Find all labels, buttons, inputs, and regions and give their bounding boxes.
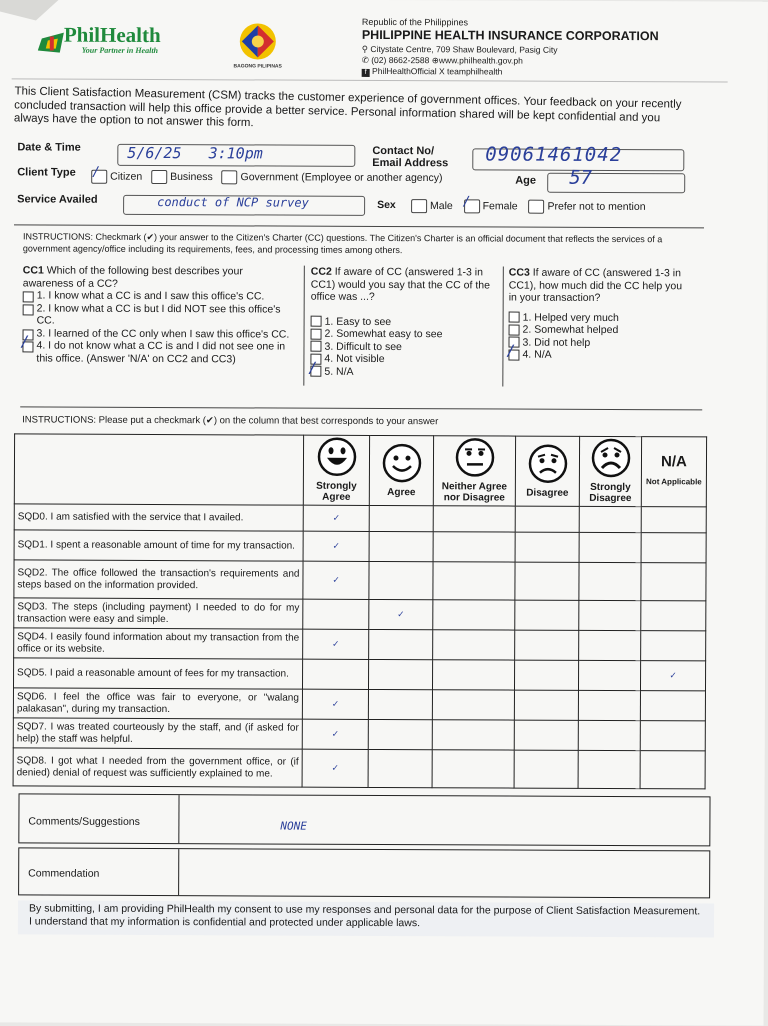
sqd-answer-cell[interactable]	[641, 601, 706, 631]
business-checkbox[interactable]	[151, 170, 167, 184]
sqd-question: SQD8. I got what I needed from the government office, or (if denied) denial of request was sufficiently explained to me.	[13, 748, 302, 787]
sqd-answer-cell[interactable]	[302, 749, 368, 787]
cc3-option-1[interactable]	[509, 311, 685, 324]
sqd-answer-cell[interactable]	[641, 631, 706, 661]
sqd-answer-cell[interactable]	[433, 562, 515, 600]
sqd-answer-cell[interactable]	[640, 721, 705, 751]
col-not-applicable-label: Not Applicable	[646, 476, 702, 486]
sqd-answer-cell[interactable]	[640, 751, 705, 789]
sqd-answer-cell[interactable]	[303, 505, 369, 531]
cc-instructions: INSTRUCTIONS: Checkmark (✔) your answer to the Citizen's Charter (CC) questions. The Citizen's Charter is an official document that reflects the services of a government agency/office including its requirements, fees, and processing times among others.	[22, 231, 663, 255]
service-label: Service Availed	[17, 193, 98, 206]
sqd-answer-cell[interactable]	[433, 532, 515, 562]
sqd-answer-cell[interactable]	[368, 719, 432, 749]
phone-icon: ✆	[361, 54, 369, 65]
col-agree-label: Agree	[387, 486, 416, 498]
sqd-answer-cell[interactable]	[579, 562, 641, 600]
corporation-name: PHILIPPINE HEALTH INSURANCE CORPORATION	[361, 27, 659, 44]
sqd-answer-cell[interactable]	[368, 749, 432, 787]
sqd-answer-cell[interactable]	[579, 630, 641, 660]
age-label: Age	[515, 174, 537, 187]
sqd-row	[14, 560, 706, 601]
website-link[interactable]: www.philhealth.gov.ph	[438, 55, 523, 66]
contact-label-line2: Email Address	[372, 156, 449, 170]
sqd-row	[13, 748, 705, 789]
cc2-option-2-text: 2. Somewhat easy to see	[324, 327, 443, 341]
government-label: Government (Employee or another agency)	[240, 171, 443, 185]
sqd-answer-cell[interactable]	[640, 661, 705, 691]
date-value: 5/6/25 3:10pm	[127, 143, 263, 163]
sqd-answer-cell[interactable]	[515, 630, 579, 660]
x-icon: X	[438, 66, 445, 77]
cc1-checkbox-1[interactable]	[23, 291, 34, 302]
female-checkbox[interactable]	[462, 194, 480, 213]
sqd-answer-cell[interactable]	[432, 720, 514, 750]
cc2-option-5-check: /	[308, 358, 318, 377]
facebook-handle[interactable]: PhilHealthOfficial	[372, 65, 437, 77]
sqd-answer-cell[interactable]	[369, 561, 433, 599]
sqd-instructions: INSTRUCTIONS: Please put a checkmark (✔) on the column that best corresponds to your answer	[22, 414, 439, 428]
sqd-answer-cell[interactable]	[515, 600, 579, 630]
col-strongly-disagree-label: Strongly Disagree	[589, 481, 632, 505]
age-field[interactable]	[547, 173, 685, 194]
sqd-answer-cell[interactable]	[369, 505, 433, 531]
sqd-answer-cell[interactable]	[641, 563, 706, 601]
sqd-question: SQD0. I am satisfied with the service that I availed.	[14, 504, 303, 531]
sqd-answer-cell[interactable]	[303, 561, 369, 599]
sqd-answer-cell[interactable]	[514, 690, 578, 720]
sqd-answer-cell[interactable]	[515, 562, 579, 600]
cc2-checkbox-3[interactable]	[310, 341, 321, 352]
sqd-answer-cell[interactable]	[641, 507, 706, 533]
sqd-answer-cell[interactable]	[302, 719, 368, 749]
sqd-answer-cell[interactable]	[303, 629, 369, 659]
cc3-option-2-text: 2. Somewhat helped	[522, 323, 619, 337]
sqd-question: SQD4. I easily found information about my transaction from the office or its website.	[14, 628, 303, 659]
commendation-box	[18, 847, 710, 898]
citizen-label: Citizen	[110, 170, 143, 183]
sqd-answer-cell[interactable]	[369, 531, 433, 561]
sqd-answer-cell[interactable]	[579, 506, 641, 532]
neutral-face-icon	[454, 438, 494, 478]
republic-label: Republic of the Philippines	[361, 16, 469, 28]
government-checkbox[interactable]	[222, 170, 238, 184]
contact-label	[372, 145, 448, 169]
cc3-option-2[interactable]	[509, 324, 685, 337]
sqd-answer-cell[interactable]	[514, 720, 578, 750]
check-mark: ✓	[670, 670, 677, 682]
cc2-checkbox-1[interactable]	[311, 316, 322, 327]
sqd-answer-cell[interactable]	[369, 599, 433, 629]
comments-box	[18, 793, 710, 846]
sqd-answer-cell[interactable]	[302, 689, 368, 719]
section-rule-2	[20, 406, 702, 410]
sex-options	[411, 194, 646, 214]
cc1-option-1[interactable]	[23, 289, 295, 303]
seal-caption: BAGONG PILIPINAS	[233, 63, 282, 70]
check-mark: ✓	[332, 638, 339, 650]
sqd-question: SQD6. I feel the office was fair to everyone, or "walang palakasan", during my transaction.	[13, 688, 302, 719]
date-label: Date & Time	[17, 141, 81, 154]
cc1-option-3[interactable]	[23, 327, 295, 341]
intro-text: This Client Satisfaction Measurement (CSM) tracks the customer experience of government offices. Your feedback on your recently concluded transaction will help this office provide a better service. Personal information shared will be kept confidential and you always have the option to not answer this form.	[13, 85, 682, 130]
sqd-answer-cell[interactable]	[432, 690, 514, 720]
cc2-option-4[interactable]	[310, 353, 496, 366]
col-disagree	[515, 436, 579, 506]
sqd-answer-cell[interactable]	[433, 600, 515, 630]
social-line	[362, 66, 692, 78]
cc3-option-4-text: 4. N/A	[522, 348, 552, 361]
sqd-answer-cell[interactable]	[515, 532, 579, 562]
sun-seal-icon	[232, 19, 284, 63]
sqd-table	[13, 433, 708, 789]
cc3-option-3-text: 3. Did not help	[522, 336, 591, 349]
sqd-answer-cell[interactable]	[515, 506, 579, 532]
sqd-answer-cell[interactable]	[640, 691, 705, 721]
consent-text: By submitting, I am providing PhilHealth my consent to use my responses and personal data for the purpose of Client Satisfaction Measurement. I understand that my information is confidential and protected under applicable laws.	[28, 902, 701, 930]
cc2-section	[310, 266, 496, 379]
cc2-option-3-text: 3. Difficult to see	[324, 340, 402, 353]
cc3-question	[509, 267, 685, 305]
address-text: Citystate Centre, 709 Shaw Boulevard, Pasig City	[370, 43, 558, 55]
col-not-applicable	[641, 437, 706, 507]
check-mark: ✓	[333, 512, 340, 524]
na-header-text: N/A	[661, 453, 687, 471]
sqd-question: SQD3. The steps (including payment) I needed to do for my transaction were easy and simple.	[14, 598, 303, 629]
col-disagree-label: Disagree	[526, 487, 569, 499]
female-check: /	[462, 194, 471, 210]
cc1-section	[22, 264, 294, 365]
sqd-row	[13, 688, 705, 721]
sqd-answer-cell[interactable]	[368, 659, 432, 689]
sex-label: Sex	[377, 198, 396, 212]
cc2-option-5-text: 5. N/A	[324, 365, 354, 378]
header-rule	[12, 78, 728, 82]
cc3-title: CC3	[508, 266, 530, 279]
cc-divider-1	[303, 266, 305, 386]
age-value: 57	[569, 166, 593, 189]
check-mark: ✓	[332, 574, 340, 586]
sqd-answer-cell[interactable]	[303, 599, 369, 629]
location-icon: ⚲	[361, 43, 369, 54]
sqd-answer-cell[interactable]	[302, 659, 368, 689]
cc1-title: CC1	[22, 264, 44, 277]
facebook-icon: f	[362, 69, 370, 77]
sqd-body	[13, 504, 706, 789]
cc1-checkbox-2[interactable]	[23, 304, 34, 315]
cc2-option-1-text: 1. Easy to see	[324, 315, 392, 328]
sqd-header-blank	[14, 434, 303, 505]
commendation-field[interactable]	[179, 849, 709, 897]
cc1-option-1-text: 1. I know what a CC is and I saw this office's CC.	[36, 289, 265, 303]
col-strongly-agree-label: Strongly Agree	[316, 480, 357, 504]
paper-corner-fold	[0, 0, 60, 21]
sad-face-icon	[527, 444, 567, 484]
sqd-row	[13, 658, 705, 691]
cc1-option-4-text: 4. I do not know what a CC is and I did not see one in this office. (Answer 'N/A' on CC2 and CC3)	[36, 339, 286, 365]
col-neutral	[433, 436, 515, 506]
cc3-option-1-text: 1. Helped very much	[522, 311, 619, 324]
big-smile-face-icon	[316, 437, 356, 477]
check-mark: ✓	[332, 728, 339, 740]
col-agree	[369, 435, 433, 505]
sqd-question: SQD2. The office followed the transaction's requirements and steps based on the information provided.	[14, 560, 303, 599]
cc1-option-4-check: /	[20, 332, 30, 351]
sqd-row	[14, 628, 706, 661]
client-type-label: Client Type	[17, 166, 76, 179]
cc3-section	[508, 267, 684, 362]
cc3-checkbox-1[interactable]	[509, 312, 520, 323]
check-mark: ✓	[332, 698, 339, 710]
col-strongly-disagree	[579, 436, 641, 506]
sqd-answer-cell[interactable]	[368, 689, 432, 719]
cc3-question-text: If aware of CC (answered 1-3 in CC1), how much did the CC help you in your transaction?	[508, 266, 683, 304]
cc2-question	[311, 266, 497, 304]
cc3-option-3[interactable]	[508, 336, 684, 349]
cc1-option-2-text: 2. I know what a CC is but I did NOT see this office's CC.	[36, 301, 281, 327]
sqd-answer-cell[interactable]	[514, 660, 578, 690]
sqd-answer-cell[interactable]	[433, 630, 515, 660]
cc3-option-4-check: /	[506, 341, 516, 360]
very-sad-face-icon	[590, 438, 630, 478]
sqd-answer-cell[interactable]	[578, 720, 640, 750]
twitter-handle[interactable]: teamphilhealth	[447, 66, 503, 77]
sqd-answer-cell[interactable]	[579, 600, 641, 630]
cc3-checkbox-2[interactable]	[509, 324, 520, 335]
cc1-option-2[interactable]	[23, 302, 295, 328]
col-strongly-agree	[303, 435, 369, 505]
comments-value: NONE	[280, 819, 307, 833]
comments-field[interactable]	[179, 795, 709, 845]
sqd-row	[14, 504, 706, 533]
philhealth-logo	[38, 20, 188, 61]
sqd-row	[13, 718, 705, 751]
contact-value: 09061461042	[485, 143, 623, 167]
male-checkbox[interactable]	[411, 199, 427, 213]
cc1-question	[23, 264, 295, 290]
commendation-label: Commendation	[28, 867, 100, 880]
cc2-checkbox-2[interactable]	[311, 328, 322, 339]
tagline: Your Partner in Health	[81, 45, 159, 56]
sqd-header-row	[14, 434, 706, 507]
agency-header	[362, 17, 692, 78]
cc2-option-1[interactable]	[311, 315, 497, 328]
prefer-not-label: Prefer not to mention	[547, 200, 646, 213]
sqd-answer-cell[interactable]	[432, 660, 514, 690]
female-label: Female	[482, 200, 518, 213]
globe-icon: ⊕	[431, 55, 439, 66]
sqd-question: SQD7. I was treated courteously by the staff, and (if asked for help) the staff was helpful.	[13, 718, 302, 749]
sqd-row	[14, 530, 706, 563]
sqd-question: SQD5. I paid a reasonable amount of fees for my transaction.	[13, 658, 302, 689]
cc2-title: CC2	[310, 265, 332, 278]
logo-text: PhilHealth	[63, 22, 161, 48]
sqd-answer-cell[interactable]	[432, 750, 514, 788]
sqd-answer-cell[interactable]	[303, 531, 369, 561]
check-mark: ✓	[332, 762, 339, 774]
male-label: Male	[429, 199, 453, 213]
sqd-row	[14, 598, 706, 631]
service-value: conduct of NCP survey	[157, 195, 309, 210]
client-type-options	[91, 164, 443, 186]
check-mark: ✓	[333, 540, 340, 552]
sqd-answer-cell[interactable]	[578, 660, 640, 690]
section-rule-1	[14, 224, 704, 228]
cc2-option-2[interactable]	[311, 328, 497, 341]
sqd-answer-cell[interactable]	[641, 533, 706, 563]
prefer-not-checkbox[interactable]	[529, 200, 545, 214]
cc1-option-3-text: 3. I learned of the CC only when I saw this office's CC.	[36, 326, 290, 341]
sqd-question: SQD1. I spent a reasonable amount of time for my transaction.	[14, 530, 303, 561]
comments-label: Comments/Suggestions	[28, 815, 140, 828]
bagong-pilipinas-seal	[228, 19, 288, 74]
col-neutral-label: Neither Agree nor Disagree	[441, 481, 508, 504]
contact-label-line1: Contact No/	[372, 144, 435, 158]
consent-box	[18, 900, 714, 937]
business-label: Business	[170, 170, 213, 184]
cc2-question-text: If aware of CC (answered 1-3 in CC1) would you say that the CC of the office was ...?	[310, 265, 490, 303]
sqd-answer-cell[interactable]	[579, 532, 641, 562]
check-mark: ✓	[397, 608, 404, 620]
smile-face-icon	[381, 443, 421, 483]
sqd-answer-cell[interactable]	[433, 506, 515, 532]
cc-divider-2	[502, 267, 504, 387]
sqd-answer-cell[interactable]	[514, 750, 578, 788]
sqd-answer-cell[interactable]	[578, 750, 640, 788]
citizen-checkbox[interactable]	[91, 164, 107, 184]
cc1-question-text: Which of the following best describes your awareness of a CC?	[22, 264, 243, 290]
sqd-answer-cell[interactable]	[369, 629, 433, 659]
citizen-check: /	[92, 164, 101, 180]
sqd-answer-cell[interactable]	[578, 690, 640, 720]
phone-text: (02) 8662-2588	[371, 54, 430, 66]
cc2-option-4-text: 4. Not visible	[324, 352, 385, 366]
cc2-option-3[interactable]	[310, 340, 496, 353]
